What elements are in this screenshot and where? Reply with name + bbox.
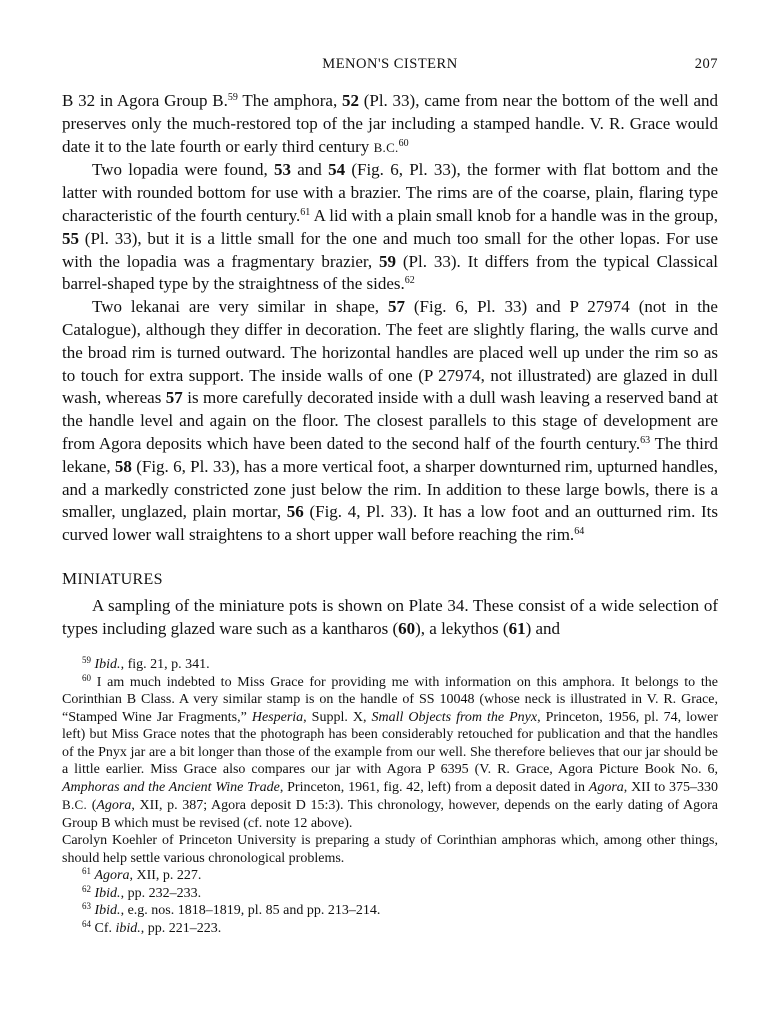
page-number: 207 <box>694 56 718 72</box>
footnotes <box>62 656 718 937</box>
paragraph-amphora: B 32 in Agora Group B.$^{59}$ The amphora, 52 (Pl. 33), came from near the bottom of the well and preserves only the much-restored top of the jar including a stamped handle. V. R. Grace would date it to the late fourth or early third century B.C.$^{60}$ <box>62 91 719 156</box>
running-title: MENON'S CISTERN <box>322 56 458 72</box>
paragraph-lopadia: Two lopadia were found, 53 and 54 (Fig. 6, Pl. 33), the former with flat bottom and the latter with rounded bottom for use with a brazier. The rims are of the coarse, plain, flaring type characteristic of the fourth century.$^{61}$ A lid with a plain small knob for a handle was in the group, 55 (Pl. 33), but it is a little small for the one and much too small for the other lopas. For use with the lopadia was a fragmentary brazier, 59 (Pl. 33). It differs from the typical Classical barrel-shaped type by the straightness of the sides.$^{62}$ <box>62 160 719 294</box>
paragraph-lekanai: Two lekanai are very similar in shape, 57 (Fig. 6, Pl. 33) and P 27974 (not in the Catalogue), although they differ in decoration. The feet are slightly flaring, the walls curve and the broad rim is turned outward. The horizontal handles are placed well up under the rim so as to touch for extra support. The inside walls of one (P 27974, not illustrated) are glazed in dull wash, whereas 57 is more carefully decorated inside with a dull wash leaving a reserved band at the handle level and again on the floor. The closest parallels to this stage of development are from Agora deposits which have been dated to the second half of the fourth century.$^{63}$ The third lekane, 58 (Fig. 6, Pl. 33), has a more vertical foot, a sharper downturned rim, upturned handles, and a markedly constricted zone just below the rim. In addition to these large bowls, there is a smaller, unglazed, plain mortar, 56 (Fig. 4, Pl. 33). It has a low foot and an outturned rim. Its curved lower wall straightens to a short upper wall before reaching the rim.$^{64}$ <box>62 297 718 545</box>
footnote-61: $^{61}$ Agora, XII, p. 227. <box>82 866 202 884</box>
section-heading-miniatures <box>62 568 718 592</box>
page <box>62 56 718 937</box>
footnote-63: $^{63}$ Ibid., e.g. nos. 1818–1819, pl. 85 and pp. 213–214. <box>82 901 381 919</box>
footnote-60: $^{60}$ I am much indebted to Miss Grace for providing me with information on this amphora. It belongs to the Corinthian B Class. A very similar stamp is on the handle of SS 10048 (whose neck is illustrated in V. R. Grace, “Stamped Wine Jar Fragments,” Hesperia, Suppl. X, Small Objects from the Pnyx, Princeton, 1956, pl. 74, lower left) but Miss Grace notes that the photograph has been considerably retouched for publication and that the handles of the Pnyx jar are a bit longer than those of the example from our well. She therefore believes that our jar should be a little earlier. Miss Grace also compares our jar with Agora P 6395 (V. R. Grace, Agora Picture Book No. 6, Amphoras and the Ancient Wine Trade, Princeton, 1961, fig. 42, left) from a deposit dated in Agora, XII to 375–330 B.C. (Agora, XII, p. 387; Agora deposit D 15:3). This chronology, however, depends on the early dating of Agora Group B which must be revised (cf. note 12 above). <box>62 672 719 831</box>
footnote-59: $^{59}$ Ibid., fig. 21, p. 341. <box>82 655 210 673</box>
footnote-60-continuation: Carolyn Koehler of Princeton University is preparing a study of Corinthian amphoras which, among other things, should help settle various chronological problems. <box>62 833 718 866</box>
footnote-64: $^{64}$ Cf. ibid., pp. 221–223. <box>82 918 222 936</box>
running-header <box>62 56 718 76</box>
footnote-62: $^{62}$ Ibid., pp. 232–233. <box>82 883 202 901</box>
section-heading-rest: INIATURES <box>77 570 163 588</box>
section-heading-cap: M <box>62 568 78 588</box>
main-text <box>62 90 718 640</box>
paragraph-miniatures: A sampling of the miniature pots is shown on Plate 34. These consist of a wide selection of types including glazed ware such as a kantharos (60), a lekythos (61) and <box>62 595 718 638</box>
